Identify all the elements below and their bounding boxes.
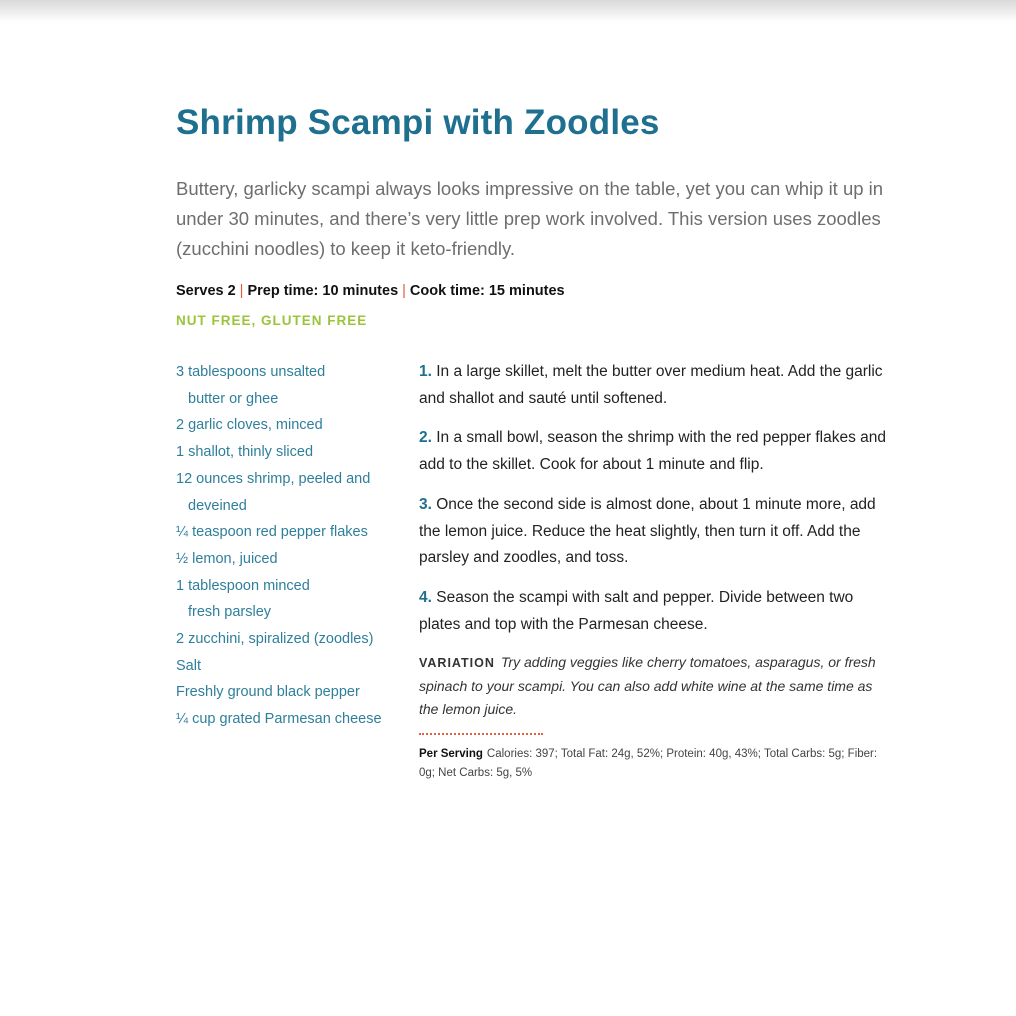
ingredient-item: butter or ghee xyxy=(188,390,279,407)
step-3 xyxy=(419,492,894,572)
recipe-intro: Buttery, garlicky scampi always looks impressive on the table, yet you can whip it up in under 30 minutes, and there’s very little prep work involved. This version uses zoodles (zucchini noodles) to keep it keto-friendly. xyxy=(176,178,884,259)
ingredient-item: 1 shallot, thinly sliced xyxy=(176,444,314,461)
step-text: In a small bowl, season the shrimp with the red pepper flakes and add to the skillet. Cook for about 1 minute and flip. xyxy=(419,429,886,474)
variation-text: Try adding veggies like cherry tomatoes, asparagus, or fresh spinach to your scampi. You can also add white wine at the same time as the lemon juice. xyxy=(419,654,876,718)
step-number: 3. xyxy=(419,495,432,513)
ingredient-item: Salt xyxy=(176,657,201,674)
step-1 xyxy=(419,359,894,412)
recipe-title: Shrimp Scampi with Zoodles xyxy=(176,103,660,142)
step-text: In a large skillet, melt the butter over medium heat. Add the garlic and shallot and sauté until softened. xyxy=(419,363,883,407)
step-number: 2. xyxy=(419,429,432,447)
step-4 xyxy=(419,585,894,638)
nutrition-text: Calories: 397; Total Fat: 24g, 52%; Protein: 40g, 43%; Total Carbs: 5g; Fiber: 0g; Net Carbs: 5g, 5% xyxy=(419,748,878,780)
step-2 xyxy=(419,425,894,478)
step-text: Season the scampi with salt and pepper. Divide between two plates and top with the Parmesan cheese. xyxy=(419,588,854,633)
ingredient-item: fresh parsley xyxy=(188,604,272,621)
ingredient-item: Freshly ground black pepper xyxy=(176,684,360,701)
step-number: 4. xyxy=(419,588,432,606)
ingredient-item: 2 zucchini, spiralized (zoodles) xyxy=(176,631,374,648)
ingredient-list xyxy=(176,359,406,733)
recipe-meta xyxy=(176,283,565,299)
nutrition-info xyxy=(419,745,894,783)
step-text: Once the second side is almost done, about 1 minute more, add the lemon juice. Reduce the heat slightly, then turn it off. Add the parsley and zoodles, and toss. xyxy=(419,495,876,567)
page-top-shadow xyxy=(0,0,1016,22)
variation-note xyxy=(419,651,894,721)
instruction-steps xyxy=(419,359,894,783)
step-number: 1. xyxy=(419,363,432,380)
ingredient-item: 2 garlic cloves, minced xyxy=(176,417,323,434)
serves-text: Serves 2 xyxy=(176,283,236,299)
ingredient-item: ¼ cup grated Parmesan cheese xyxy=(176,711,382,728)
ingredient-item: 3 tablespoons unsalted xyxy=(176,364,326,380)
ingredient-item: ¼ teaspoon red pepper flakes xyxy=(176,524,368,541)
variation-label: VARIATION xyxy=(419,656,495,671)
ingredient-item: ½ lemon, juiced xyxy=(176,550,278,567)
ingredient-item: 12 ounces shrimp, peeled and xyxy=(176,470,371,487)
meta-separator: | xyxy=(402,283,406,299)
diet-tags: NUT FREE, GLUTEN FREE xyxy=(176,313,368,328)
prep-time-text: Prep time: 10 minutes xyxy=(247,283,399,299)
ingredient-item: 1 tablespoon minced xyxy=(176,577,310,594)
dotted-divider xyxy=(419,733,543,737)
nutrition-label: Per Serving xyxy=(419,748,483,761)
cook-time-text: Cook time: 15 minutes xyxy=(409,283,565,299)
ingredient-item: deveined xyxy=(188,497,247,514)
meta-separator: | xyxy=(239,283,244,299)
